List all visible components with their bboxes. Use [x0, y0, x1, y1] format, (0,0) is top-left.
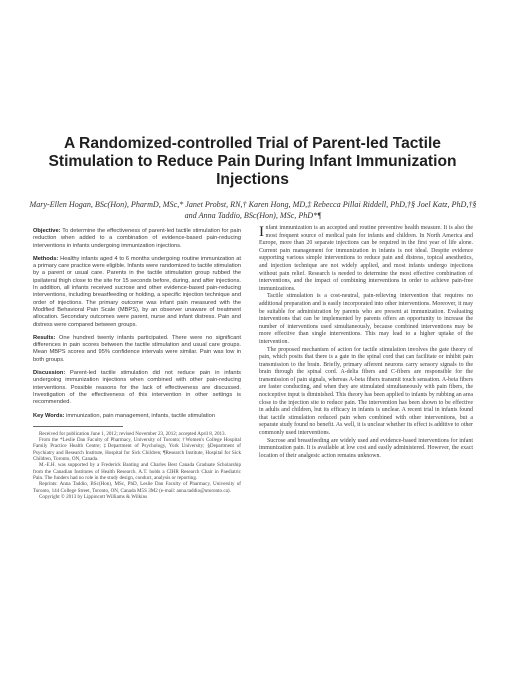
footnote-received: Received for publication June 1, 2012; revised November 23, 2012; accepted April 8, 2013. [39, 430, 226, 437]
footnote-affiliations: From the *Leslie Dan Faculty of Pharmacy, University of Toronto; †Women's College Hospital Family Practice Health Centre; ‡Department of Psychology, York University; §Department of Psychiatry and Research Institute, Hospital for Sick Children; ¶Research Institute, Hospital for Sick Children, Toronto, ON, Canada. [33, 437, 241, 463]
footnote-reprints: Reprints: Anna Taddio, BSc(Hon), MSc, PhD, Leslie Dan Faculty of Pharmacy, University of Toronto, 144 College Street, Toronto, ON, Canada M5S 3M2 (e-mail: anna.taddio@utoronto.ca). [33, 481, 241, 494]
footnote-copyright: Copyright © 2013 by Lippincott Williams & Wilkins [39, 493, 148, 500]
objective-text: To determine the effectiveness of parent-led tactile stimulation for pain reduction when added to a combination of evidence-based pain-reducing interventions in infants undergoing immunization injections. [33, 228, 241, 249]
keywords-label: Key Words: [33, 412, 65, 419]
body-paragraph-2: Tactile stimulation is a cost-neutral, pain-relieving intervention that requires no additional preparation and is easily incorporated into other interventions. Moreover, it may be suitable for administration by parents who are present at immunization. Evaluating interventions that can be implemented by parents offers an opportunity to increase the number of interventions used simultaneously, because combined interventions may be more effective than single interventions. This may lead to a higher uptake of the intervention. [259, 293, 473, 345]
body-paragraph-3: The proposed mechanism of action for tactile stimulation involves the gate theory of pain, which posits that there is a gate in the spinal cord that can facilitate or inhibit pain transmission to the brain. Briefly, primary afferent neurons carry sensory signals to the brain through the spinal cord. A-delta fibers and C-fibers are responsible for the transmission of pain signals, whereas A-beta fibers transmit touch sensation. A-beta fibers are faster conducting, and when they are stimulated simultaneously with pain fibers, the nociceptive input is diminished. This theory has been applied to infants by rubbing an area close to the injection site to reduce pain. The intervention has been shown to be effective in adults and children, but its efficacy in infants is unclear. A recent trial in infants found that tactile stimulation reduced pain when combined with other interventions, but a separate study found no benefit. As well, it is unclear whether its effect is additive to other commonly used interventions. [259, 346, 473, 437]
body-paragraph-1 [259, 225, 473, 293]
results-label: Results: [33, 334, 56, 341]
abstract-keywords [33, 413, 241, 420]
footnote-divider [33, 426, 123, 427]
drop-cap: I [259, 224, 264, 240]
methods-text: Healthy infants aged 4 to 6 months undergoing routine immunization at a primary care practice were eligible. Infants were randomized to tactile stimulation by a parent or usual care. Parents in the tactile stimulation group rubbed the ipsilateral thigh close to the site for 15 seconds before, during, and after injections. In addition, all infants received sucrose and other evidence-based pain-reducing interventions, including breastfeeding or holding, a specific injection technique and order of injections. The primary outcome was infant pain measured with the Modified Behavioral Pain Scale (MBPS), by an observer unaware of treatment allocation. Secondary outcomes were parent, nurse and infant distress. Pain and distress were compared between groups. [33, 255, 242, 328]
body-paragraph-1-text: nfant immunization is an accepted and routine preventive health measure. It is also the most frequent source of medical pain for infants and children. In North America and Europe, more than 20 separate injections can be required in the first year of life alone. Current pain management for immunization in infants is not ideal. Despite evidence supporting various simple interventions to reduce pain and distress, topical anesthetics, and injection technique are not widely applied, and most infants undergo injections without pain relief. Research is needed to determine the most effective combination of interventions, and the impact of combining interventions in order to achieve pain-free immunizations. [259, 225, 473, 292]
footnote-funding: M.-E.H. was supported by a Frederick Banting and Charles Best Canada Graduate Scholarship from the Canadian Institutes of Health Research. A.T. holds a CIHR Research Chair in Paediatric Pain. The funders had no role in the study design, conduct, analysis or reporting. [33, 462, 241, 481]
abstract-methods [33, 256, 241, 329]
methods-label: Methods: [33, 255, 59, 262]
author-list: Mary-Ellen Hogan, BSc(Hon), PharmD, MSc,* Janet Probst, RN,† Karen Hong, MD,‡ Rebecca Pillai Riddell, PhD,†§ Joel Katz, PhD,†§ and Anna Taddio, BSc(Hon), MSc, PhD*¶ [29, 200, 477, 220]
discussion-label: Discussion: [33, 370, 66, 377]
abstract-results [33, 335, 241, 364]
discussion-text: Parent-led tactile stimulation did not reduce pain in infants undergoing immunization injections when combined with other pain-reducing interventions. Possible reasons for the lack of effectiveness are discussed. Investigation of the effectiveness of this intervention in other settings is recommended. [33, 370, 241, 406]
abstract-discussion [33, 370, 241, 406]
article-title: A Randomized-controlled Trial of Parent-led Tactile Stimulation to Reduce Pain During Infant Immunization Injections [48, 135, 457, 188]
objective-label: Objective: [33, 228, 61, 234]
results-text: One hundred twenty infants participated. There were no significant differences in pain scores between the tactile stimulation and usual care groups. Mean MBPS scores and 95% confidence intervals were similar. Pain was low in both groups. [33, 334, 241, 363]
abstract-objective [33, 228, 241, 250]
left-column [33, 228, 241, 500]
abstract [33, 228, 241, 420]
keywords-text: immunization, pain management, infants, tactile stimulation [64, 412, 215, 419]
right-column [259, 225, 473, 460]
body-paragraph-4: Sucrose and breastfeeding are widely used and evidence-based interventions for infant immunization pain. It is available at low cost and easily administered. However, the exact location of their analgesic action remains unknown. [259, 437, 473, 459]
footnotes [33, 431, 241, 500]
